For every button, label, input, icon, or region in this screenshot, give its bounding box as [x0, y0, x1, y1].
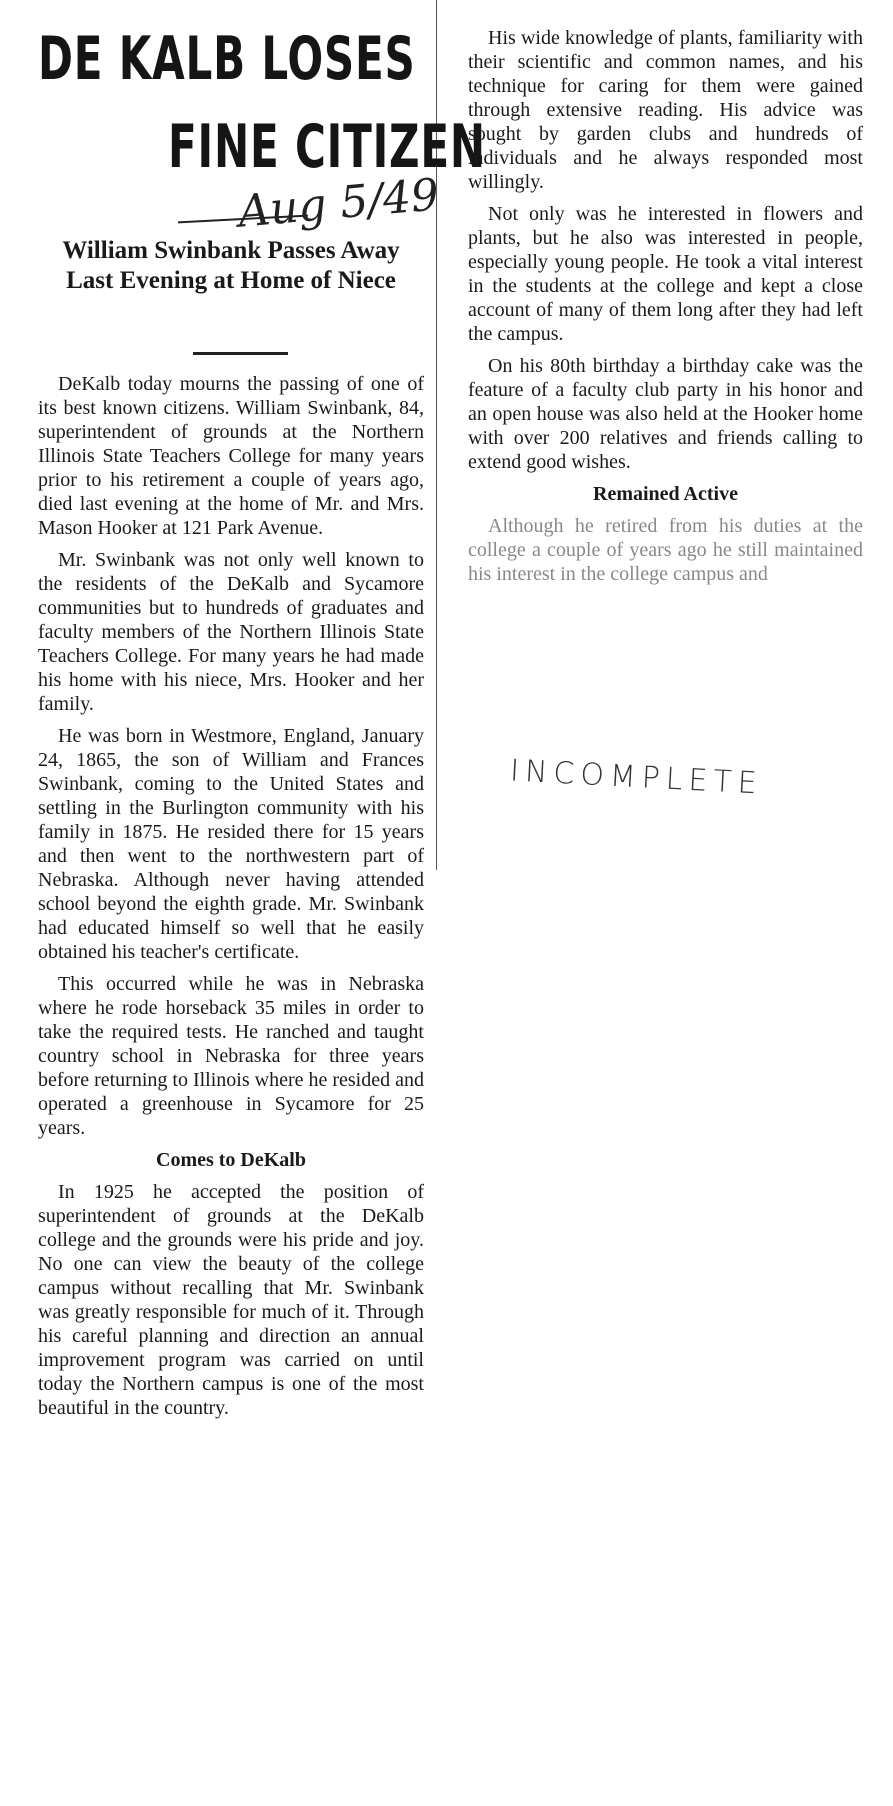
- handwritten-date: Aug 5/49: [236, 169, 441, 238]
- paragraph: His wide knowledge of plants, familiarity with their scientific and common names, and his technique for caring for them were gained through extensive reading. His advice was sought by garden clubs and hundreds of individuals and he always responded most willingly.: [468, 27, 863, 193]
- paragraph: Mr. Swinbank was not only well known to the residents of the DeKalb and Sycamore communities but to hundreds of graduates and faculty members of the Northern Illinois State Teachers College. For many years he had made his home with his niece, Mrs. Hooker and her family.: [38, 549, 424, 715]
- paragraph: This occurred while he was in Nebraska where he rode horseback 35 miles in order to take the required tests. He ranched and taught country school in Nebraska for three years before returning to Illinois where he resided and operated a greenhouse in Sycamore for 25 years.: [38, 973, 424, 1139]
- section-heading: Comes to DeKalb: [156, 1149, 306, 1171]
- handwritten-note: INCOMPLETE: [509, 753, 764, 802]
- paragraph: Although he retired from his duties at the college a couple of years ago he still maintained his interest in the college campus and: [468, 515, 863, 585]
- right-article-body: [468, 26, 863, 586]
- subheadline-rule: [193, 352, 288, 355]
- headline-line-2: FINE CITIZEN: [168, 112, 486, 182]
- right-column: [468, 26, 863, 594]
- paragraph: On his 80th birthday a birthday cake was the feature of a faculty club party in his honor and an open house was also held at the Hooker home with over 200 relatives and friends calling to extend good wishes.: [468, 355, 863, 473]
- paragraph: DeKalb today mourns the passing of one of its best known citizens. William Swinbank, 84, superintendent of grounds at the Northern Illinois State Teachers College for many years prior to his retirement a couple of years ago, died last evening at the home of Mr. and Mrs. Mason Hooker at 121 Park Avenue.: [38, 373, 424, 539]
- left-article-body: [38, 372, 424, 1428]
- paragraph: He was born in Westmore, England, January 24, 1865, the son of William and Frances Swinbank, coming to the United States and settling in the Burlington community with his family in 1875. He resided there for 15 years and then went to the northwestern part of Nebraska. Although never having attended school beyond the eighth grade. Mr. Swinbank had educated himself so well that he easily obtained his teacher's certificate.: [38, 725, 424, 963]
- section-heading: Remained Active: [593, 483, 738, 505]
- paragraph: In 1925 he accepted the position of superintendent of grounds at the DeKalb college and the grounds were his pride and joy. No one can view the beauty of the college campus without recalling that Mr. Swinbank was greatly responsible for much of it. Through his careful planning and direction an annual improvement program was carried on until today the Northern campus is one of the most beautiful in the country.: [38, 1181, 424, 1419]
- subheadline: William Swinbank Passes Away Last Evening at Home of Niece: [62, 237, 400, 294]
- paragraph: Not only was he interested in flowers and plants, but he also was interested in people, especially young people. He took a vital interest in the students at the college and kept a close account of many of them long after they had left the campus.: [468, 203, 863, 345]
- headline-line-1: DE KALB LOSES: [38, 24, 416, 94]
